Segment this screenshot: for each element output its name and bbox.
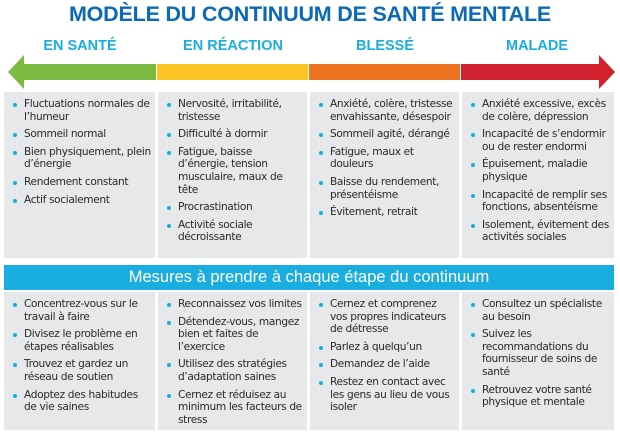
signs-panel-en-sante (4, 92, 155, 258)
signs-panel-blesse (310, 92, 459, 258)
list-item: Évitement, retrait (316, 206, 455, 219)
list-item: Actif socialement (10, 194, 151, 207)
list-item: Parlez à quelqu’un (316, 341, 455, 354)
bar-segment-red (461, 64, 600, 80)
list-item: Sommeil agité, dérangé (316, 128, 455, 141)
list-item: Isolement, évitement des activités sociales (468, 219, 610, 244)
list-item: Adoptez des habitudes de vie saines (10, 389, 151, 414)
arrowhead-right-icon (599, 55, 615, 89)
stage-label-en-reaction: EN RÉACTION (183, 38, 283, 54)
list-item: Fatigue, maux et douleurs (316, 146, 455, 171)
signs-panel-malade (462, 92, 614, 258)
list-item: Divisez le problème en étapes réalisables (10, 328, 151, 353)
stage-label-blesse: BLESSÉ (355, 38, 414, 54)
list-item: Cernez et réduisez au minimum les facteurs de stress (164, 389, 303, 427)
list-item: Retrouvez votre santé physique et mentale (468, 384, 610, 409)
bar-segment-orange (309, 64, 460, 80)
list-item: Épuisement, maladie physique (468, 158, 610, 183)
stage-label-malade: MALADE (505, 38, 569, 54)
list-item: Utilisez des stratégies d’adaptation saines (164, 358, 303, 383)
actions-panel-malade (462, 292, 614, 430)
list-item: Suivez les recommandations du fournisseur de soins de santé (468, 328, 610, 378)
list-item: Procrastination (164, 201, 303, 214)
list-item: Baisse du rendement, présentéisme (316, 176, 455, 201)
list-item: Anxiété, colère, tristesse envahissante, désespoir (316, 98, 455, 123)
bar-segment-green (23, 64, 156, 80)
list-item: Sommeil normal (10, 128, 151, 141)
list-item: Cernez et comprenez vos propres indicateurs de détresse (316, 298, 455, 336)
list-item: Incapacité de remplir ses fonctions, absentéisme (468, 189, 610, 214)
bar-segment-yellow (157, 64, 308, 80)
list-item: Demandez de l’aide (316, 358, 455, 371)
stage-label-en-sante: EN SANTÉ (43, 38, 117, 54)
actions-banner: Mesures à prendre à chaque étape du continuum (4, 265, 614, 290)
actions-panel-en-reaction (158, 292, 307, 430)
list-item: Difficulté à dormir (164, 128, 303, 141)
actions-panel-blesse (310, 292, 459, 430)
list-item: Reconnaissez vos limites (164, 298, 303, 311)
list-item: Restez en contact avec les gens au lieu de vous isoler (316, 376, 455, 414)
list-item: Fatigue, baisse d’énergie, tension musculaire, maux de tête (164, 146, 303, 196)
list-item: Rendement constant (10, 176, 151, 189)
list-item: Anxiété excessive, excès de colère, dépression (468, 98, 610, 123)
list-item: Activité sociale décroissante (164, 219, 303, 244)
list-item: Incapacité de s’endormir ou de rester endormi (468, 128, 610, 153)
arrowhead-left-icon (8, 55, 24, 89)
list-item: Consultez un spécialiste au besoin (468, 298, 610, 323)
list-item: Trouvez et gardez un réseau de soutien (10, 358, 151, 383)
list-item: Nervosité, irritabilité, tristesse (164, 98, 303, 123)
list-item: Concentrez-vous sur le travail à faire (10, 298, 151, 323)
actions-panel-en-sante (4, 292, 155, 430)
list-item: Bien physiquement, plein d’énergie (10, 146, 151, 171)
diagram-title: MODÈLE DU CONTINUUM DE SANTÉ MENTALE (68, 2, 552, 26)
list-item: Fluctuations normales de l’humeur (10, 98, 151, 123)
signs-panel-en-reaction (158, 92, 307, 258)
list-item: Détendez-vous, mangez bien et faites de l’exercice (164, 316, 303, 354)
